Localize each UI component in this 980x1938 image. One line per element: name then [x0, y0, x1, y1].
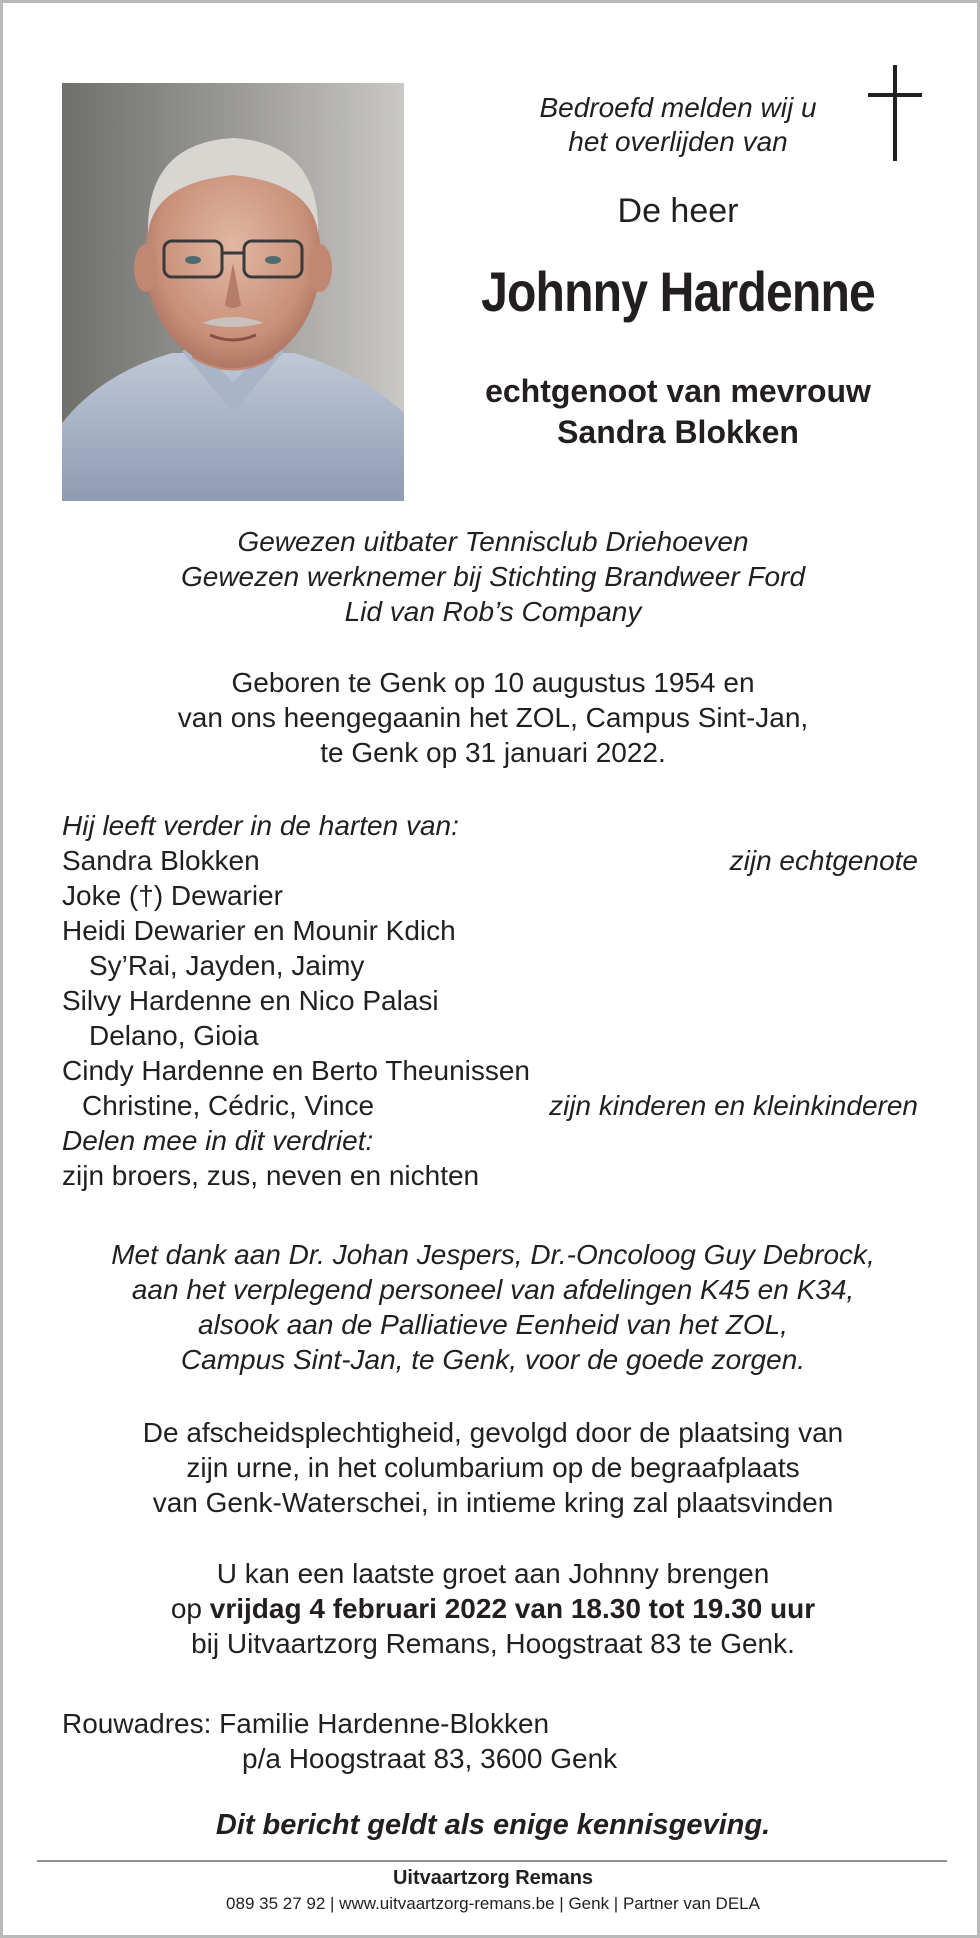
born-line: Geboren te Genk op 10 augustus 1954 en — [231, 667, 755, 698]
role-line: Lid van Rob’s Company — [344, 596, 642, 627]
intro-line-1: Bedroefd melden wij u — [539, 92, 817, 123]
ceremony-line: De afscheidsplechtigheid, gevolgd door de plaatsing van — [142, 1417, 844, 1448]
spouse-line-1: echtgenoot van mevrouw — [485, 373, 871, 409]
role-line: Gewezen werknemer bij Stichting Brandweer Ford — [180, 561, 806, 592]
family-member: Sy’Rai, Jayden, Jaimy — [89, 950, 365, 981]
ceremony-section — [43, 1415, 943, 1520]
spouse-info — [433, 371, 923, 453]
family-row — [62, 1018, 918, 1053]
visit-prefix: op — [170, 1593, 210, 1624]
cross-icon — [868, 65, 922, 161]
family-heading — [62, 808, 918, 843]
family-heading-text: Hij leeft verder in de harten van: — [62, 810, 459, 841]
family-relation: zijn kinderen en kleinkinderen — [549, 1090, 918, 1121]
family-row — [62, 1053, 918, 1088]
birth-death-section — [43, 665, 943, 770]
footer-divider — [37, 1860, 947, 1862]
thanks-line: Campus Sint-Jan, te Genk, voor de goede zorgen. — [180, 1344, 806, 1375]
thanks-line: alsook aan de Palliatieve Eenheid van het ZOL, — [198, 1309, 788, 1340]
address-line-1: Rouwadres: Familie Hardenne-Blokken — [62, 1708, 550, 1739]
family-row — [62, 878, 918, 913]
share-heading-text: Delen mee in dit verdriet: — [62, 1125, 374, 1156]
spouse-line-2: Sandra Blokken — [557, 414, 799, 450]
role-line: Gewezen uitbater Tennisclub Driehoeven — [237, 526, 749, 557]
share-heading — [62, 1123, 918, 1158]
thanks-line: Met dank aan Dr. Johan Jespers, Dr.-Oncoloog Guy Debrock, — [111, 1239, 875, 1270]
funeral-contact: 089 35 27 92 | www.uitvaartzorg-remans.be | Genk | Partner van DELA — [226, 1894, 760, 1913]
family-member: Joke (†) Dewarier — [62, 880, 283, 911]
intro-text — [493, 91, 863, 159]
family-member: Christine, Cédric, Vince — [82, 1090, 375, 1121]
visit-date-time: vrijdag 4 februari 2022 van 18.30 tot 19.30 uur — [209, 1593, 816, 1624]
visit-line-1: U kan een laatste groet aan Johnny brengen — [216, 1558, 770, 1589]
portrait-illustration — [62, 83, 404, 501]
portrait-photo — [62, 83, 404, 501]
family-section — [62, 808, 918, 1193]
thanks-line: aan het verplegend personeel van afdelingen K45 en K34, — [131, 1274, 855, 1305]
thanks-section — [43, 1237, 943, 1377]
family-member: Sandra Blokken — [62, 845, 260, 876]
roles-section — [43, 524, 943, 629]
intro-line-2: het overlijden van — [568, 126, 788, 157]
notice-text: Dit bericht geldt als enige kennisgeving. — [215, 1809, 771, 1841]
share-row — [62, 1158, 918, 1193]
family-member: Silvy Hardenne en Nico Palasi — [62, 985, 439, 1016]
born-line: te Genk op 31 januari 2022. — [320, 737, 666, 768]
family-row — [62, 948, 918, 983]
born-line: van ons heengegaanin het ZOL, Campus Sint-Jan, — [177, 702, 809, 733]
family-row — [62, 1088, 918, 1123]
family-row — [62, 983, 918, 1018]
ceremony-line: van Genk-Waterschei, in intieme kring zal plaatsvinden — [152, 1487, 834, 1518]
ceremony-line: zijn urne, in het columbarium op de begraafplaats — [186, 1452, 800, 1483]
family-member: Cindy Hardenne en Berto Theunissen — [62, 1055, 531, 1086]
family-row — [62, 843, 918, 878]
funeral-company: Uitvaartzorg Remans — [392, 1867, 594, 1889]
honorific-title: De heer — [617, 192, 739, 230]
deceased-name: Johnny Hardenne — [481, 260, 875, 323]
visit-line-2 — [43, 1591, 943, 1626]
family-row — [62, 913, 918, 948]
family-member: Delano, Gioia — [89, 1020, 259, 1051]
mourning-address — [62, 1706, 762, 1776]
family-member: Heidi Dewarier en Mounir Kdich — [62, 915, 456, 946]
visitation-section — [43, 1556, 943, 1661]
address-line-2: p/a Hoogstraat 83, 3600 Genk — [242, 1743, 618, 1774]
visit-line-3: bij Uitvaartzorg Remans, Hoogstraat 83 te Genk. — [191, 1628, 795, 1659]
family-relation: zijn echtgenote — [729, 845, 918, 876]
share-text: zijn broers, zus, neven en nichten — [62, 1160, 480, 1191]
